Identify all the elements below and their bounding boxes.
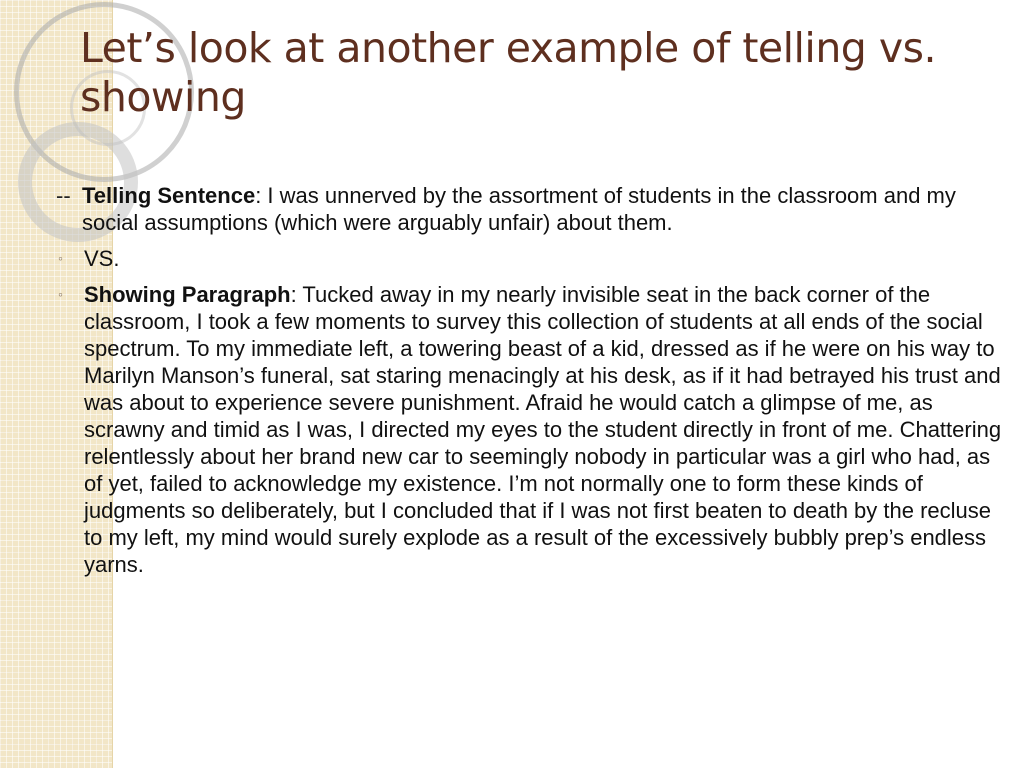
- bullet-body: I was unnerved by the assortment of students in the classroom and my social assumptions (which were arguably unfair) about them.: [82, 183, 956, 235]
- circle-bullet-icon: ◦: [58, 250, 63, 266]
- bullet-label: Showing Paragraph: [84, 282, 291, 307]
- bullet-body: Tucked away in my nearly invisible seat in the back corner of the classroom, I took a few moments to survey this collection of students at all ends of the social spectrum. To my immediate left, a towering beast of a kid, dressed as if he were on his way to Marilyn Manson’s funeral, sat staring menacingly at his desk, as if it had betrayed his trust and was about to experience severe punishment. Afraid he would catch a glimpse of me, as scrawny and timid as I was, I directed my eyes to the student directly in front of me. Chattering relentlessly about her brand new car to seemingly nobody in particular was a girl who had, as of yet, failed to acknowledge my existence. I’m not normally one to form these kinds of judgments so deliberately, but I concluded that if I was not first beaten to death by the recluse to my left, my mind would surely explode as a result of the excessively bubbly prep’s endless yarns.: [84, 282, 1002, 577]
- circle-bullet-icon: ◦: [58, 286, 63, 302]
- slide-body: [56, 182, 1006, 587]
- bullet-showing-paragraph: [56, 281, 1006, 578]
- bullet-label: Telling Sentence: [82, 183, 256, 208]
- dash-bullet-marker: --: [56, 183, 71, 208]
- bullet-separator: :: [290, 282, 303, 307]
- bullet-telling-sentence: [56, 182, 1006, 236]
- slide-title: Let’s look at another example of telling vs. showing: [80, 24, 937, 122]
- bullet-body: VS.: [84, 246, 120, 271]
- bullet-separator: :: [255, 183, 268, 208]
- bullet-text: [82, 182, 1006, 236]
- bullet-text: [84, 281, 1006, 578]
- bullet-vs: [56, 245, 1006, 272]
